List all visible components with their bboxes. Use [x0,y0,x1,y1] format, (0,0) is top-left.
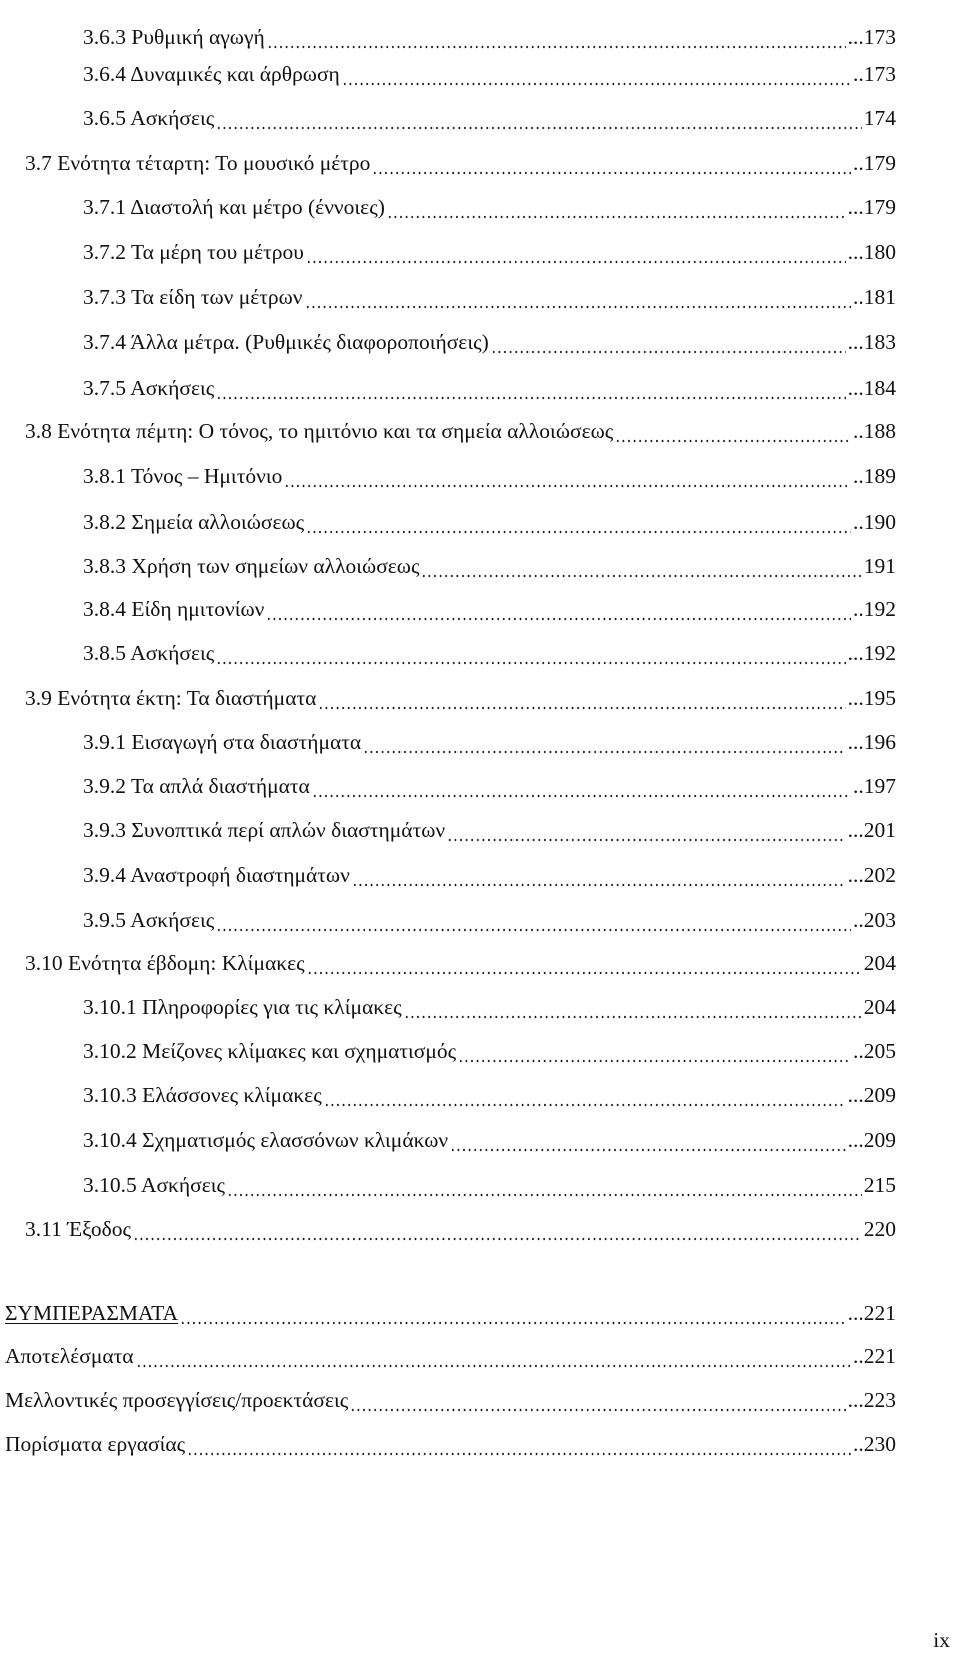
toc-entry-page: ...221 [847,1301,896,1325]
toc-entry [83,858,896,892]
toc-entry-title: 3.9.2 Τα απλά διαστήματα [83,774,310,798]
toc-entry-page: ...209 [847,1128,896,1152]
toc-entry-title: 3.8.1 Τόνος – Ημιτόνιο [83,464,283,488]
toc-entry-page: ..192 [853,597,896,621]
toc-entry [83,235,896,269]
toc-entry [83,1123,896,1157]
toc-entry-title: 3.10.3 Ελάσσονες κλίμακες [83,1083,322,1107]
toc-entry-page: ...180 [847,240,896,264]
dot-leader [387,190,846,224]
toc-entry-title: 3.9.4 Αναστροφή διαστημάτων [83,863,350,887]
dot-leader [133,1212,862,1246]
dot-leader [284,459,851,493]
toc-entry-title: ΣΥΜΠΕΡΑΣΜΑΤΑ [5,1301,179,1325]
toc-entry-page: ...173 [847,25,896,49]
toc-entry-page: ..205 [853,1039,896,1063]
toc-entry [5,1339,896,1373]
toc-entry-page: ..189 [853,464,896,488]
toc-entry [83,769,896,803]
dot-leader [180,1296,846,1330]
toc-entry-page: ..203 [853,908,896,932]
toc-entry-page: ..181 [853,285,896,309]
toc-entry-page: ..190 [853,510,896,534]
toc-entry-title: 3.6.4 Δυναμικές και άρθρωση [83,62,340,86]
toc-entry-title: 3.6.5 Ασκήσεις [83,106,215,130]
toc-entry-title: 3.7.4 Άλλα μέτρα. (Ρυθμικές διαφοροποιήσεις) [83,330,489,354]
toc-entry-title: 3.9.5 Ασκήσεις [83,908,215,932]
toc-entry-title: 3.9 Ενότητα έκτη: Τα διαστήματα [25,686,317,710]
dot-leader [312,769,851,803]
toc-entry-page: ...192 [847,641,896,665]
toc-entry-title: 3.10.5 Ασκήσεις [83,1173,226,1197]
toc-entry-title: 3.6.3 Ρυθμική αγωγή [83,25,265,49]
toc-entry-title: 3.8.3 Χρήση των σημείων αλλοιώσεως [83,554,420,578]
dot-leader [352,858,846,892]
toc-entry-page: ..173 [853,62,896,86]
dot-leader [342,57,851,91]
toc-entry-page: ...184 [847,376,896,400]
dot-leader [491,325,846,359]
toc-entry [83,990,896,1024]
dot-leader [458,1034,851,1068]
toc-entry-title: 3.7.5 Ασκήσεις [83,376,215,400]
toc-entry-title: 3.9.3 Συνοπτικά περί απλών διαστημάτων [83,818,446,842]
toc-entry [25,1212,896,1246]
toc-entry [83,1078,896,1112]
dot-leader [450,1123,846,1157]
toc-entry-page: ...183 [847,330,896,354]
toc-entry [83,903,896,937]
dot-leader [306,235,846,269]
dot-leader [136,1339,851,1373]
toc-entry [83,505,896,539]
toc-entry [83,725,896,759]
toc-entry-title: 3.10.2 Μείζονες κλίμακες και σχηματισμός [83,1039,457,1063]
toc-entry-title: Πορίσματα εργασίας [5,1432,186,1456]
dot-leader [421,549,861,583]
dot-leader [305,280,851,314]
toc-entry [5,1296,896,1330]
toc-entry-title: 3.11 Έξοδος [25,1217,132,1241]
toc-entry [83,549,896,583]
toc-entry-title: Αποτελέσματα [5,1344,134,1368]
toc-entry-page: ...209 [847,1083,896,1107]
toc-entry-title: 3.10.4 Σχηματισμός ελασσόνων κλιμάκων [83,1128,449,1152]
dot-leader [216,101,861,135]
toc-entry-page: ...202 [847,863,896,887]
toc-entry [83,592,896,626]
dot-leader [615,414,851,448]
toc-entry [83,280,896,314]
toc-entry-page: ..197 [853,774,896,798]
toc-entry [83,459,896,493]
toc-entry-title: 3.7.2 Τα μέρη του μέτρου [83,240,304,264]
dot-leader [227,1168,862,1202]
toc-entry [83,636,896,670]
dot-leader [187,1427,851,1461]
toc-entry-page: 204 [863,951,896,975]
dot-leader [404,990,862,1024]
toc-entry [25,681,896,715]
toc-entry-page: 174 [863,106,896,130]
toc-entry-page: ...196 [847,730,896,754]
toc-entry-title: 3.8 Ενότητα πέμτη: Ο τόνος, το ημιτόνιο και τα σημεία αλλοιώσεως [25,419,614,443]
toc-entry [25,414,896,448]
dot-leader [363,725,845,759]
toc-entry-page: ..230 [853,1432,896,1456]
toc-entry-page: ..188 [853,419,896,443]
toc-entry [83,813,896,847]
page-number: ix [933,1628,950,1652]
toc-entry-page: ..221 [853,1344,896,1368]
toc-entry [83,190,896,224]
toc-entry-page: 220 [863,1217,896,1241]
toc-entry-page: ...201 [847,818,896,842]
toc-entry-title: 3.8.5 Ασκήσεις [83,641,215,665]
dot-leader [324,1078,846,1112]
toc-entry [83,325,896,359]
toc-entry-title: 3.8.4 Είδη ημιτονίων [83,597,265,621]
toc-entry-page: 191 [863,554,896,578]
toc-entry [83,1168,896,1202]
toc-entry-page: 215 [863,1173,896,1197]
dot-leader [306,505,851,539]
toc-entry-title: 3.10 Ενότητα έβδομη: Κλίμακες [25,951,305,975]
toc-entry-title: Μελλοντικές προσεγγίσεις/προεκτάσεις [5,1388,349,1412]
toc-entry [25,946,896,980]
dot-leader [307,946,862,980]
toc-entry-title: 3.7.3 Τα είδη των μέτρων [83,285,303,309]
toc-entry [83,101,896,135]
toc-entry [83,57,896,91]
toc-entry [83,371,896,405]
dot-leader [318,681,845,715]
dot-leader [372,146,851,180]
dot-leader [216,903,851,937]
toc-entry [5,1427,896,1461]
toc-entry-title: 3.10.1 Πληροφορίες για τις κλίμακες [83,995,402,1019]
dot-leader [266,592,851,626]
toc-entry-page: ..179 [853,151,896,175]
dot-leader [267,20,846,54]
toc-entry-title: 3.7 Ενότητα τέταρτη: Το μουσικό μέτρο [25,151,371,175]
toc-entry [25,146,896,180]
toc-entry-page: ...223 [847,1388,896,1412]
toc-entry-page: ...179 [847,195,896,219]
toc-entry [5,1383,896,1417]
dot-leader [350,1383,845,1417]
toc-entry-title: 3.9.1 Εισαγωγή στα διαστήματα [83,730,362,754]
dot-leader [216,636,845,670]
dot-leader [216,371,845,405]
toc-entry [83,1034,896,1068]
toc-entry-title: 3.7.1 Διαστολή και μέτρο (έννοιες) [83,195,385,219]
toc-entry-title: 3.8.2 Σημεία αλλοιώσεως [83,510,305,534]
dot-leader [447,813,846,847]
toc-entry [83,20,896,54]
toc-entry-page: ...195 [847,686,896,710]
toc-entry-page: 204 [863,995,896,1019]
